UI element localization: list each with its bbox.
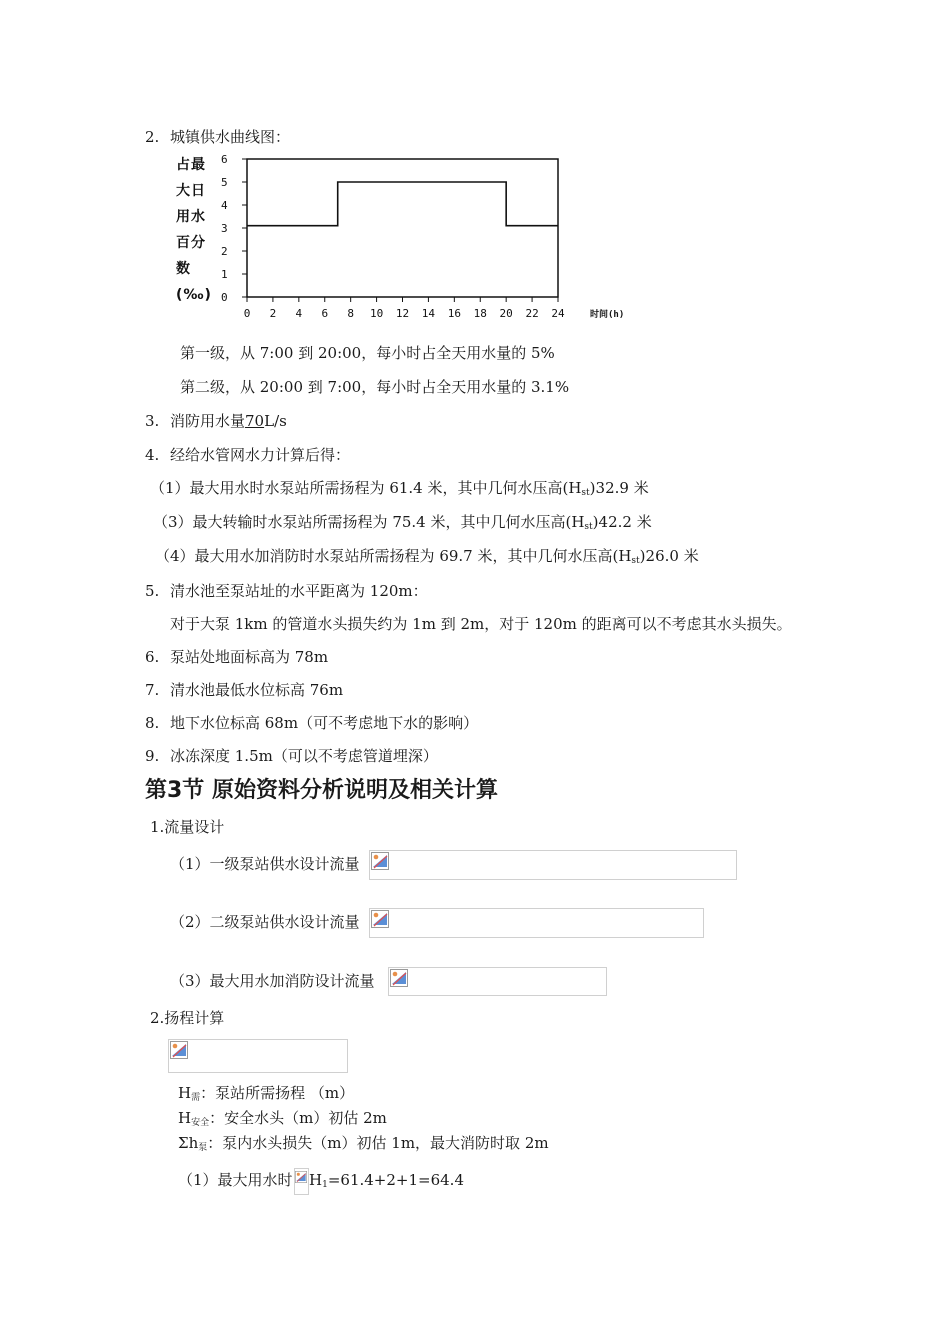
- item-2-title: 城镇供水曲线图：: [170, 128, 291, 146]
- calc-1-formula: [309, 1173, 464, 1190]
- definition-text: ：泵站所需扬程 （m）: [200, 1084, 355, 1102]
- item-number: 7.: [145, 681, 160, 699]
- item-4-3: [153, 515, 652, 532]
- ylabel-line: 数: [176, 261, 191, 277]
- item-4-1-pre: （1）最大用水时水泵站所需扬程为 61.4 米，其中几何水压高(H: [150, 479, 582, 497]
- definition-safety-head: [178, 1111, 387, 1128]
- fire-flow-value: 70: [245, 412, 265, 430]
- y-tick-label: 4: [221, 199, 228, 212]
- x-tick-label: 2: [269, 307, 277, 320]
- formula-image-placeholder: [294, 1168, 309, 1195]
- item-number: 9.: [145, 747, 160, 765]
- chart-plot: [170, 152, 640, 330]
- definition-text: ：安全水头（m）初估 2m: [209, 1109, 387, 1127]
- fire-flow-unit: L/s: [264, 412, 287, 430]
- flow-3-label: （3）最大用水加消防设计流量: [170, 972, 375, 990]
- ylabel-line: 百分: [176, 235, 206, 251]
- formula-image-placeholder: [369, 850, 737, 880]
- item-number: 8.: [145, 714, 160, 732]
- symbol: H: [178, 1084, 192, 1102]
- item-4-4-post: )26.0 米: [639, 547, 699, 565]
- item-6-text: 泵站处地面标高为 78m: [170, 648, 329, 666]
- item-4-1-post: )32.9 米: [589, 479, 649, 497]
- ylabel-line: 用水: [176, 209, 206, 225]
- symbol: Σh: [178, 1134, 199, 1152]
- x-tick-label: 16: [447, 307, 461, 320]
- subscript: 需: [191, 1093, 201, 1103]
- item-4-4-pre: （4）最大用水加消防时水泵站所需扬程为 69.7 米，其中几何水压高(H: [155, 547, 632, 565]
- item-9-text: 冰冻深度 1.5m（可以不考虑管道埋深）: [170, 747, 438, 765]
- y-tick-label: 2: [221, 245, 228, 258]
- water-supply-chart: [170, 152, 640, 330]
- level-1-note: 第一级，从 7:00 到 20:00，每小时占全天用水量的 5%: [180, 344, 555, 362]
- x-tick-label: 6: [321, 307, 329, 320]
- flow-2-label: （2）二级泵站供水设计流量: [170, 913, 360, 931]
- broken-image-icon: [371, 910, 389, 928]
- item-5-text: 清水池至泵站址的水平距离为 120m：: [170, 582, 428, 600]
- subscript: 1: [322, 1180, 328, 1190]
- subscript: 泵: [198, 1143, 208, 1153]
- item-number: 4.: [145, 446, 160, 464]
- level-2-note: 第二级，从 20:00 到 7:00，每小时占全天用水量的 3.1%: [180, 378, 570, 396]
- item-7-text: 清水池最低水位标高 76m: [170, 681, 344, 699]
- item-4-3-post: )42.2 米: [592, 513, 652, 531]
- section-heading: 第3节 原始资料分析说明及相关计算: [145, 778, 498, 803]
- calc-1-label: （1）最大用水时: [178, 1171, 293, 1189]
- item-3-text: 消防用水量: [170, 412, 246, 430]
- subscript: 安全: [191, 1118, 210, 1128]
- symbol: H: [178, 1109, 192, 1127]
- x-tick-label: 8: [347, 307, 354, 320]
- y-ticks: [221, 153, 247, 304]
- calc-1-result: =61.4+2+1=64.4: [327, 1171, 464, 1189]
- x-ticks: [244, 297, 565, 320]
- plot-frame: [247, 159, 558, 297]
- y-tick-label: 5: [221, 176, 228, 189]
- x-tick-label: 12: [395, 307, 410, 320]
- ylabel-line: 占最: [176, 157, 206, 173]
- x-tick-label: 4: [295, 307, 303, 320]
- item-8-text: 地下水位标高 68m（可不考虑地下水的影响）: [170, 714, 479, 732]
- formula-image-placeholder: [168, 1039, 348, 1073]
- item-5-note: 对于大泵 1km 的管道水头损失约为 1m 到 2m，对于 120m 的距离可以不考虑其水头损失。: [170, 615, 792, 633]
- ylabel-line: (‰): [176, 287, 212, 303]
- subscript: st: [581, 488, 590, 498]
- x-tick-label: 10: [369, 307, 384, 320]
- x-tick-label: 0: [243, 307, 251, 320]
- x-axis-label: 时间(h): [590, 310, 625, 320]
- item-3-line: [170, 414, 287, 429]
- item-4-text: 经给水管网水力计算后得：: [170, 446, 351, 464]
- item-number: 6.: [145, 648, 160, 666]
- x-tick-label: 14: [421, 307, 436, 320]
- item-4-3-pre: （3）最大转输时水泵站所需扬程为 75.4 米，其中几何水压高(H: [153, 513, 585, 531]
- broken-image-icon: [295, 1170, 307, 1184]
- item-number: 2.: [145, 128, 160, 146]
- definition-required-head: [178, 1086, 354, 1103]
- item-4-4: [155, 549, 699, 566]
- symbol: H: [309, 1171, 323, 1189]
- series: [247, 182, 558, 226]
- head-calc-title: 2.扬程计算: [150, 1009, 225, 1027]
- definition-pump-loss: [178, 1136, 549, 1153]
- subscript: st: [631, 556, 640, 566]
- x-tick-label: 18: [473, 307, 487, 320]
- item-number: 3.: [145, 412, 160, 430]
- definition-text: ：泵内水头损失（m）初估 1m，最大消防时取 2m: [207, 1134, 549, 1152]
- x-tick-label: 24: [551, 307, 565, 320]
- broken-image-icon: [170, 1041, 188, 1059]
- x-tick-label: 22: [525, 307, 539, 320]
- y-tick-label: 1: [221, 268, 228, 281]
- item-4-1: [150, 481, 649, 498]
- formula-image-placeholder: [388, 967, 607, 996]
- y-tick-label: 3: [221, 222, 228, 235]
- x-tick-label: 20: [499, 307, 513, 320]
- flow-design-title: 1.流量设计: [150, 818, 225, 836]
- item-number: 5.: [145, 582, 160, 600]
- y-tick-label: 6: [221, 153, 228, 166]
- ylabel-line: 大日: [176, 183, 206, 199]
- broken-image-icon: [371, 852, 389, 870]
- broken-image-icon: [390, 969, 408, 987]
- formula-image-placeholder: [369, 908, 704, 938]
- subscript: st: [584, 522, 593, 532]
- supply-curve-line: [247, 182, 558, 226]
- flow-1-label: （1）一级泵站供水设计流量: [170, 855, 360, 873]
- y-tick-label: 0: [221, 291, 228, 304]
